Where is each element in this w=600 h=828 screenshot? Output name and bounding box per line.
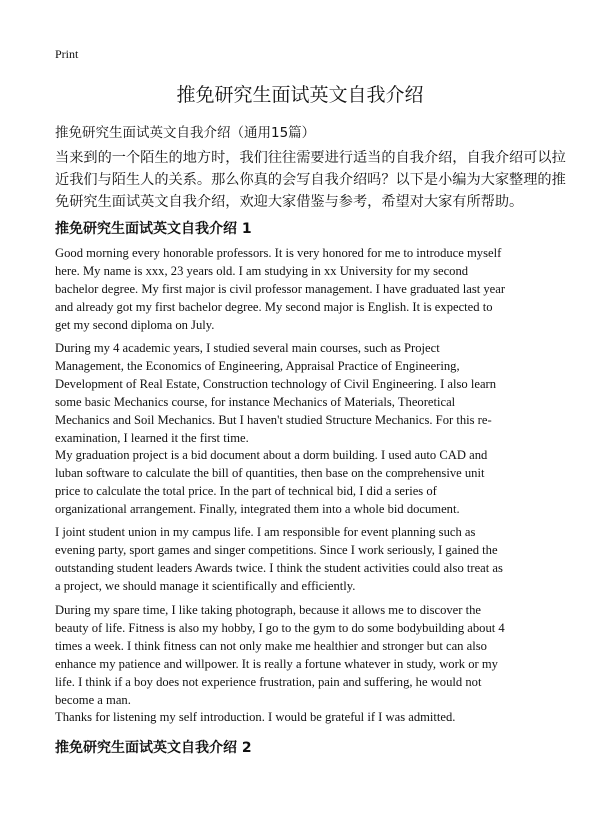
paragraph-4 [55, 523, 503, 595]
section-heading-2: 推免研究生面试英文自我介绍 2 [55, 740, 252, 756]
paragraph-line: Mechanics and Soil Mechanics. But I haven't studied Structure Mechanics. For this re- [55, 413, 492, 427]
paragraph-line: evening party, sport games and singer competitions. Since I work seriously, I gained the [55, 543, 498, 557]
paragraph-line: Good morning every honorable professors. It is very honored for me to introduce myself [55, 246, 502, 260]
paragraph-line: get my second diploma on July. [55, 318, 215, 332]
paragraph-line: examination, I learned it the first time. [55, 431, 249, 445]
paragraph-line: My graduation project is a bid document about a dorm building. I used auto CAD and [55, 448, 488, 462]
paragraph-2 [55, 339, 496, 447]
paragraph-line: some basic Mechanics course, for instance Mechanics of Materials, Theoretical [55, 395, 456, 409]
paragraph-line: times a week. I think fitness can not only make me healthier and stronger but can also [55, 639, 487, 653]
intro-line: 免研究生面试英文自我介绍，欢迎大家借鉴与参考，希望对大家有所帮助。 [55, 194, 524, 210]
paragraph-line: I joint student union in my campus life. I am responsible for event planning such as [55, 525, 476, 539]
intro-line: 近我们与陌生人的关系。那么你真的会写自我介绍吗？以下是小编为大家整理的推 [55, 172, 566, 188]
paragraph-line: outstanding student leaders Awards twice. I think the student activities could also treat as [55, 561, 503, 575]
paragraph-line: organizational arrangement. Finally, integrated them into a whole bid document. [55, 502, 460, 516]
paragraph-line: Thanks for listening my self introduction. I would be grateful if I was admitted. [55, 710, 456, 724]
paragraph-line: price to calculate the total price. In the part of technical bid, I did a series of [55, 484, 437, 498]
paragraph-6 [55, 708, 455, 726]
paragraph-line: During my 4 academic years, I studied several main courses, such as Project [55, 341, 440, 355]
paragraph-line: Management, the Economics of Engineering, Appraisal Practice of Engineering, [55, 359, 460, 373]
paragraph-line: here. My name is xxx, 23 years old. I am studying in xx University for my second [55, 264, 469, 278]
page-title: 推免研究生面试英文自我介绍 [176, 84, 424, 106]
paragraph-line: During my spare time, I like taking photograph, because it allows me to discover the [55, 603, 481, 617]
paragraph-1 [55, 244, 505, 334]
intro-line: 当来到的一个陌生的地方时，我们往往需要进行适当的自我介绍，自我介绍可以拉 [55, 150, 566, 166]
intro-paragraph [55, 147, 566, 213]
paragraph-line: bachelor degree. My first major is civil professor management. I have graduated last year [55, 282, 506, 296]
paragraph-line: and already got my first bachelor degree. My second major is English. It is expected to [55, 300, 493, 314]
paragraph-line: life. I think if a boy does not experience frustration, pain and suffering, he would not [55, 675, 482, 689]
print-link[interactable]: Print [55, 47, 79, 61]
paragraph-line: become a man. [55, 693, 131, 707]
paragraph-3 [55, 446, 487, 518]
paragraph-line: luban software to calculate the bill of quantities, then base on the comprehensive unit [55, 466, 485, 480]
section-heading-1: 推免研究生面试英文自我介绍 1 [55, 221, 252, 237]
paragraph-5 [55, 601, 505, 709]
subtitle: 推免研究生面试英文自我介绍（通用15篇） [55, 125, 316, 141]
paragraph-line: Development of Real Estate, Construction technology of Civil Engineering. I also learn [55, 377, 497, 391]
paragraph-line: a project, we should manage it scientifically and efficiently. [55, 579, 356, 593]
paragraph-line: beauty of life. Fitness is also my hobby, I go to the gym to do some bodybuilding about 4 [55, 621, 505, 635]
paragraph-line: enhance my patience and willpower. It is really a fortune whatever in study, work or my [55, 657, 498, 671]
